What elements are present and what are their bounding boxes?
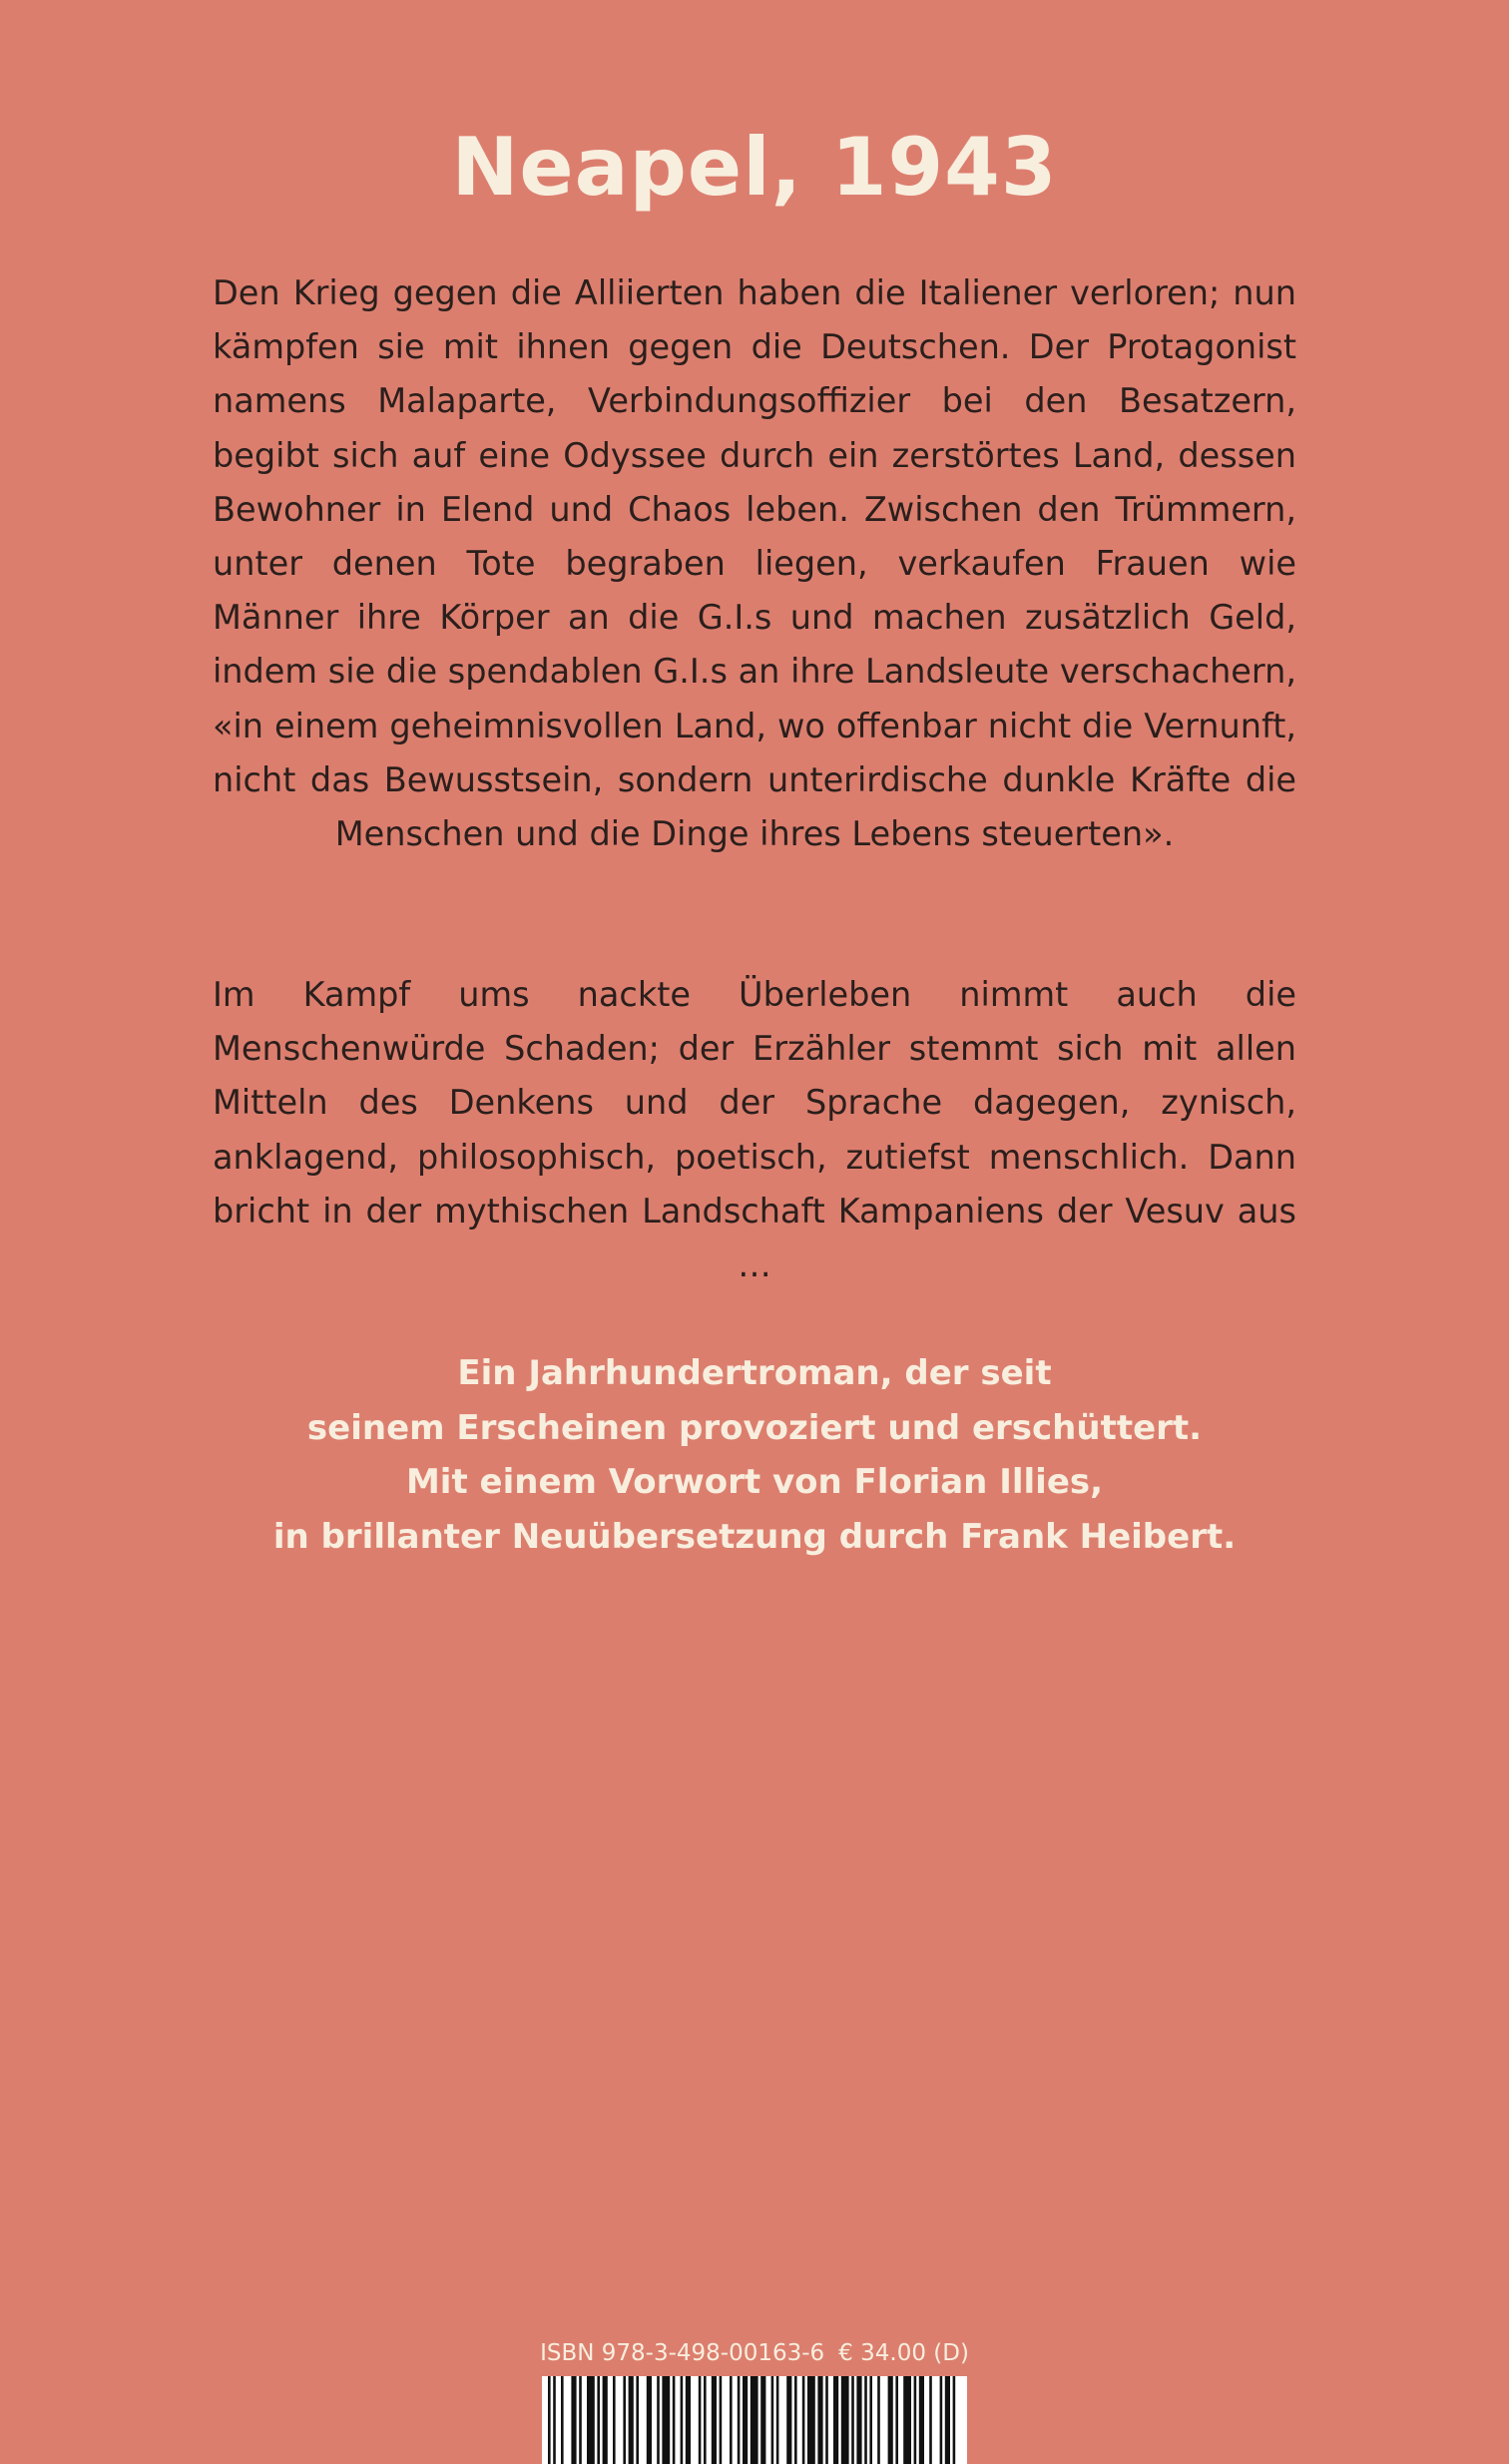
barcode-bar <box>699 2376 702 2464</box>
barcode-bar <box>771 2376 774 2464</box>
barcode-bar <box>817 2376 822 2464</box>
barcode-bar <box>760 2376 765 2464</box>
barcode-bar <box>720 2376 723 2464</box>
barcode-bar <box>571 2376 576 2464</box>
barcode-bar <box>548 2376 551 2464</box>
barcode-bar <box>914 2376 917 2464</box>
barcode <box>542 2376 967 2464</box>
barcode-bar <box>597 2376 600 2464</box>
barcode-bar <box>888 2376 893 2464</box>
barcode-bar <box>751 2376 758 2464</box>
barcode-bar <box>738 2376 741 2464</box>
description-paragraph-1: Den Krieg gegen die Alliierten haben die Italiener verloren; nun kämpfen sie mit ihnen gegen die Deutschen. Der Protagonist namens Malaparte, Verbindungsoffizier bei den Besatzern, begibt sich auf eine Odyssee durch ein zerstörtes Land, dessen Bewohner in Elend und Chaos leben. Zwischen den Trümmern, unter denen Tote begraben liegen, verkaufen Frauen wie Männer ihre Körper an die G.I.s und machen zusätzlich Geld, indem sie die spendablen G.I.s an ihre Landsleute verschachern, «in einem geheimnisvollen Land, wo offenbar nicht die Vernunft, nicht das Bewusstsein, sondern unterirdische dunkle Kräfte die Menschen und die Dinge ihres Lebens steuerten». <box>213 273 1296 854</box>
barcode-bar <box>802 2376 805 2464</box>
barcode-bar <box>686 2376 691 2464</box>
barcode-bar <box>807 2376 815 2464</box>
barcode-bar <box>919 2376 924 2464</box>
barcode-bar <box>895 2376 898 2464</box>
barcode-graphic <box>542 2376 967 2464</box>
blurb <box>0 1346 1509 1564</box>
isbn-price-line <box>0 2338 1509 2368</box>
barcode-bar <box>856 2376 861 2464</box>
barcode-bar <box>681 2376 684 2464</box>
blurb-line: in brillanter Neuübersetzung durch Frank Heibert. <box>272 1516 1237 1557</box>
barcode-bar <box>945 2376 950 2464</box>
barcode-bar <box>623 2376 626 2464</box>
barcode-bar <box>629 2376 634 2464</box>
barcode-bar <box>730 2376 733 2464</box>
isbn-number: ISBN 978-3-498-00163-6 <box>540 2340 825 2366</box>
barcode-bar <box>647 2376 652 2464</box>
description-paragraph-2: Im Kampf ums nackte Überleben nimmt auch die Menschenwürde Schaden; der Erzähler stemmt sich mit allen Mitteln des Denkens und der Sprache dagegen, zynisch, anklagend, philosophisch, poetisch, zutiefst menschlich. Dann bricht in der mythischen Landschaft Kampaniens der Vesuv aus … <box>213 975 1296 1285</box>
barcode-bar <box>929 2376 932 2464</box>
blurb-line: Mit einem Vorwort von Florian Illies, <box>405 1462 1104 1502</box>
barcode-bar <box>940 2376 943 2464</box>
blurb-line: Ein Jahrhundertroman, der seit <box>457 1353 1052 1393</box>
barcode-bar <box>579 2376 582 2464</box>
barcode-bar <box>561 2376 564 2464</box>
barcode-bar <box>869 2376 872 2464</box>
barcode-bar <box>743 2376 748 2464</box>
price: € 34.00 (D) <box>838 2340 969 2366</box>
barcode-bar <box>553 2376 556 2464</box>
barcode-bar <box>851 2376 854 2464</box>
barcode-bar <box>776 2376 779 2464</box>
barcode-bar <box>825 2376 828 2464</box>
barcode-bar <box>657 2376 660 2464</box>
barcode-bar <box>786 2376 791 2464</box>
barcode-bar <box>953 2376 956 2464</box>
barcode-bar <box>636 2376 639 2464</box>
book-title: Neapel, 1943 <box>451 121 1058 214</box>
barcode-bar <box>704 2376 707 2464</box>
barcode-bar <box>903 2376 911 2464</box>
barcode-bar <box>712 2376 717 2464</box>
barcode-bar <box>833 2376 838 2464</box>
barcode-bar <box>613 2376 616 2464</box>
barcode-bar <box>662 2376 670 2464</box>
barcode-bar <box>603 2376 608 2464</box>
blurb-line: seinem Erscheinen provoziert und erschüttert. <box>306 1407 1203 1448</box>
barcode-bar <box>673 2376 676 2464</box>
barcode-bar <box>587 2376 595 2464</box>
barcode-bar <box>864 2376 867 2464</box>
barcode-bar <box>841 2376 849 2464</box>
barcode-bar <box>877 2376 880 2464</box>
barcode-bar <box>794 2376 797 2464</box>
